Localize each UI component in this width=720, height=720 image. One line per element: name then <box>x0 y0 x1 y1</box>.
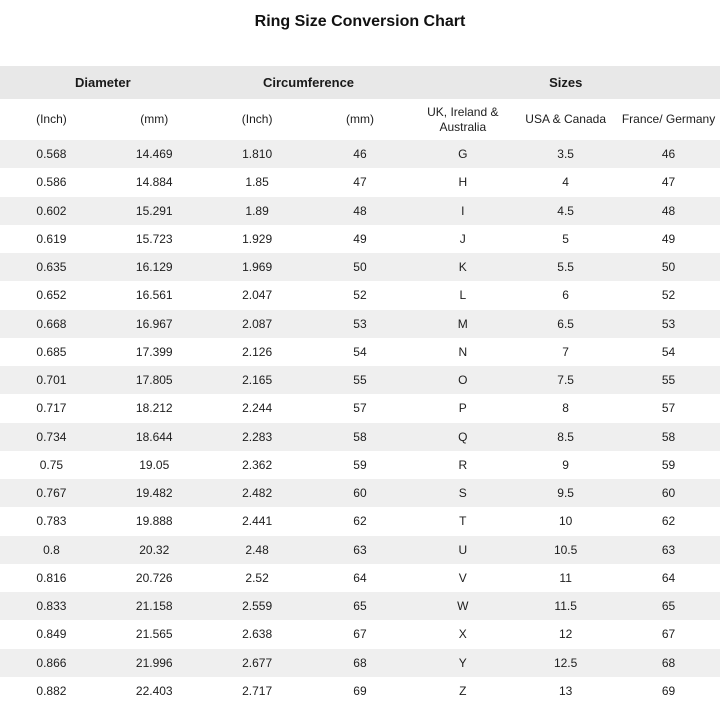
table-cell: L <box>411 281 514 309</box>
table-cell: 6 <box>514 281 617 309</box>
column-header-diameter-mm: (mm) <box>103 99 206 140</box>
table-cell: 48 <box>617 197 720 225</box>
column-header-circumference-mm: (mm) <box>309 99 412 140</box>
column-header-usa-canada: USA & Canada <box>514 99 617 140</box>
table-row <box>0 140 720 168</box>
table-row <box>0 394 720 422</box>
table-cell: 58 <box>309 423 412 451</box>
table-cell: 0.619 <box>0 225 103 253</box>
table-cell: R <box>411 451 514 479</box>
table-cell: 21.158 <box>103 592 206 620</box>
table-cell: 0.717 <box>0 394 103 422</box>
table-cell: 0.849 <box>0 620 103 648</box>
table-row <box>0 592 720 620</box>
group-header-sizes: Sizes <box>411 66 720 99</box>
table-cell: 46 <box>617 140 720 168</box>
table-cell: 67 <box>617 620 720 648</box>
table-cell: 53 <box>309 310 412 338</box>
page-title: Ring Size Conversion Chart <box>254 13 466 30</box>
table-cell: 17.399 <box>103 338 206 366</box>
table-cell: 15.723 <box>103 225 206 253</box>
table-cell: U <box>411 536 514 564</box>
table-cell: 0.734 <box>0 423 103 451</box>
table-cell: 69 <box>617 677 720 705</box>
table-cell: 2.48 <box>206 536 309 564</box>
table-cell: 14.469 <box>103 140 206 168</box>
table-cell: 58 <box>617 423 720 451</box>
table-cell: 59 <box>617 451 720 479</box>
table-cell: T <box>411 507 514 535</box>
table-cell: G <box>411 140 514 168</box>
table-cell: 50 <box>617 253 720 281</box>
table-cell: Q <box>411 423 514 451</box>
table-cell: 18.644 <box>103 423 206 451</box>
table-cell: 9 <box>514 451 617 479</box>
table-cell: 15.291 <box>103 197 206 225</box>
table-cell: 55 <box>309 366 412 394</box>
table-cell: 5.5 <box>514 253 617 281</box>
table-cell: 54 <box>617 338 720 366</box>
table-cell: 1.929 <box>206 225 309 253</box>
table-cell: 60 <box>309 479 412 507</box>
table-cell: 2.244 <box>206 394 309 422</box>
table-cell: 19.482 <box>103 479 206 507</box>
table-cell: 1.969 <box>206 253 309 281</box>
table-cell: 0.602 <box>0 197 103 225</box>
table-cell: 62 <box>617 507 720 535</box>
table-cell: 2.52 <box>206 564 309 592</box>
table-cell: 0.75 <box>0 451 103 479</box>
table-cell: 0.586 <box>0 168 103 196</box>
table-cell: 0.652 <box>0 281 103 309</box>
table-cell: 0.833 <box>0 592 103 620</box>
table-cell: 17.805 <box>103 366 206 394</box>
table-cell: 63 <box>617 536 720 564</box>
table-cell: S <box>411 479 514 507</box>
table-cell: 2.482 <box>206 479 309 507</box>
table-cell: 57 <box>617 394 720 422</box>
table-cell: 46 <box>309 140 412 168</box>
table-cell: 67 <box>309 620 412 648</box>
table-cell: 2.283 <box>206 423 309 451</box>
table-cell: 48 <box>309 197 412 225</box>
table-cell: 57 <box>309 394 412 422</box>
table-cell: 0.668 <box>0 310 103 338</box>
table-row <box>0 620 720 648</box>
table-cell: H <box>411 168 514 196</box>
table-row <box>0 507 720 535</box>
column-header-diameter-inch: (Inch) <box>0 99 103 140</box>
table-cell: 0.816 <box>0 564 103 592</box>
table-cell: 13 <box>514 677 617 705</box>
table-cell: 2.559 <box>206 592 309 620</box>
table-cell: 64 <box>617 564 720 592</box>
table-row <box>0 338 720 366</box>
table-row <box>0 281 720 309</box>
table-row <box>0 366 720 394</box>
table-cell: 53 <box>617 310 720 338</box>
table-cell: 9.5 <box>514 479 617 507</box>
table-cell: 50 <box>309 253 412 281</box>
table-cell: 0.783 <box>0 507 103 535</box>
table-row <box>0 649 720 677</box>
table-cell: 0.866 <box>0 649 103 677</box>
table-row <box>0 677 720 705</box>
table-cell: Z <box>411 677 514 705</box>
table-cell: 16.129 <box>103 253 206 281</box>
group-header-circumference: Circumference <box>206 66 412 99</box>
table-row <box>0 253 720 281</box>
table-cell: 7 <box>514 338 617 366</box>
table-cell: 54 <box>309 338 412 366</box>
table-cell: 2.638 <box>206 620 309 648</box>
table-cell: 52 <box>309 281 412 309</box>
table-row <box>0 451 720 479</box>
table-cell: P <box>411 394 514 422</box>
table-cell: 21.996 <box>103 649 206 677</box>
table-cell: 63 <box>309 536 412 564</box>
table-cell: 16.967 <box>103 310 206 338</box>
column-header-circumference-inch: (Inch) <box>206 99 309 140</box>
table-cell: 12.5 <box>514 649 617 677</box>
table-cell: 47 <box>309 168 412 196</box>
table-cell: 7.5 <box>514 366 617 394</box>
table-cell: 62 <box>309 507 412 535</box>
table-row <box>0 423 720 451</box>
table-cell: 0.701 <box>0 366 103 394</box>
table-cell: 16.561 <box>103 281 206 309</box>
table-cell: 2.126 <box>206 338 309 366</box>
table-cell: 18.212 <box>103 394 206 422</box>
table-cell: 12 <box>514 620 617 648</box>
table-cell: 59 <box>309 451 412 479</box>
table-cell: 10.5 <box>514 536 617 564</box>
table-cell: 8 <box>514 394 617 422</box>
table-cell: 19.888 <box>103 507 206 535</box>
table-cell: 20.32 <box>103 536 206 564</box>
column-header-france-germany: France/ Germany <box>617 99 720 140</box>
table-cell: 1.810 <box>206 140 309 168</box>
table-cell: 2.165 <box>206 366 309 394</box>
table-cell: K <box>411 253 514 281</box>
table-cell: 2.047 <box>206 281 309 309</box>
table-cell: I <box>411 197 514 225</box>
ring-size-table <box>0 66 720 705</box>
table-row <box>0 536 720 564</box>
table-body <box>0 140 720 705</box>
table-cell: 65 <box>617 592 720 620</box>
table-cell: 0.8 <box>0 536 103 564</box>
table-cell: 10 <box>514 507 617 535</box>
table-cell: 4 <box>514 168 617 196</box>
table-cell: Y <box>411 649 514 677</box>
table-cell: 3.5 <box>514 140 617 168</box>
table-cell: 8.5 <box>514 423 617 451</box>
table-cell: 2.087 <box>206 310 309 338</box>
table-cell: J <box>411 225 514 253</box>
table-cell: 0.685 <box>0 338 103 366</box>
table-cell: 1.89 <box>206 197 309 225</box>
table-cell: 0.882 <box>0 677 103 705</box>
table-cell: 55 <box>617 366 720 394</box>
table-cell: 64 <box>309 564 412 592</box>
table-cell: 4.5 <box>514 197 617 225</box>
table-cell: 0.568 <box>0 140 103 168</box>
column-header-row <box>0 99 720 140</box>
table-cell: 69 <box>309 677 412 705</box>
table-cell: 11.5 <box>514 592 617 620</box>
table-cell: 68 <box>617 649 720 677</box>
table-cell: 2.677 <box>206 649 309 677</box>
table-row <box>0 168 720 196</box>
table-cell: 52 <box>617 281 720 309</box>
table-cell: 21.565 <box>103 620 206 648</box>
table-row <box>0 225 720 253</box>
table-cell: 0.635 <box>0 253 103 281</box>
table-row <box>0 564 720 592</box>
table-cell: 19.05 <box>103 451 206 479</box>
table-cell: 49 <box>309 225 412 253</box>
table-cell: X <box>411 620 514 648</box>
group-header-diameter: Diameter <box>0 66 206 99</box>
table-cell: 2.362 <box>206 451 309 479</box>
table-row <box>0 197 720 225</box>
table-cell: 68 <box>309 649 412 677</box>
table-cell: M <box>411 310 514 338</box>
table-cell: 20.726 <box>103 564 206 592</box>
table-cell: 47 <box>617 168 720 196</box>
table-cell: 5 <box>514 225 617 253</box>
table-cell: 2.441 <box>206 507 309 535</box>
table-cell: 22.403 <box>103 677 206 705</box>
table-row <box>0 479 720 507</box>
table-cell: N <box>411 338 514 366</box>
table-cell: 49 <box>617 225 720 253</box>
table-header <box>0 66 720 140</box>
column-header-uk-ireland-australia: UK, Ireland & Australia <box>411 99 514 140</box>
table-cell: W <box>411 592 514 620</box>
table-cell: 60 <box>617 479 720 507</box>
group-header-row <box>0 66 720 99</box>
table-cell: 2.717 <box>206 677 309 705</box>
table-cell: 65 <box>309 592 412 620</box>
table-cell: 1.85 <box>206 168 309 196</box>
table-cell: 0.767 <box>0 479 103 507</box>
table-cell: 6.5 <box>514 310 617 338</box>
table-cell: O <box>411 366 514 394</box>
table-cell: 14.884 <box>103 168 206 196</box>
table-cell: V <box>411 564 514 592</box>
table-cell: 11 <box>514 564 617 592</box>
table-row <box>0 310 720 338</box>
